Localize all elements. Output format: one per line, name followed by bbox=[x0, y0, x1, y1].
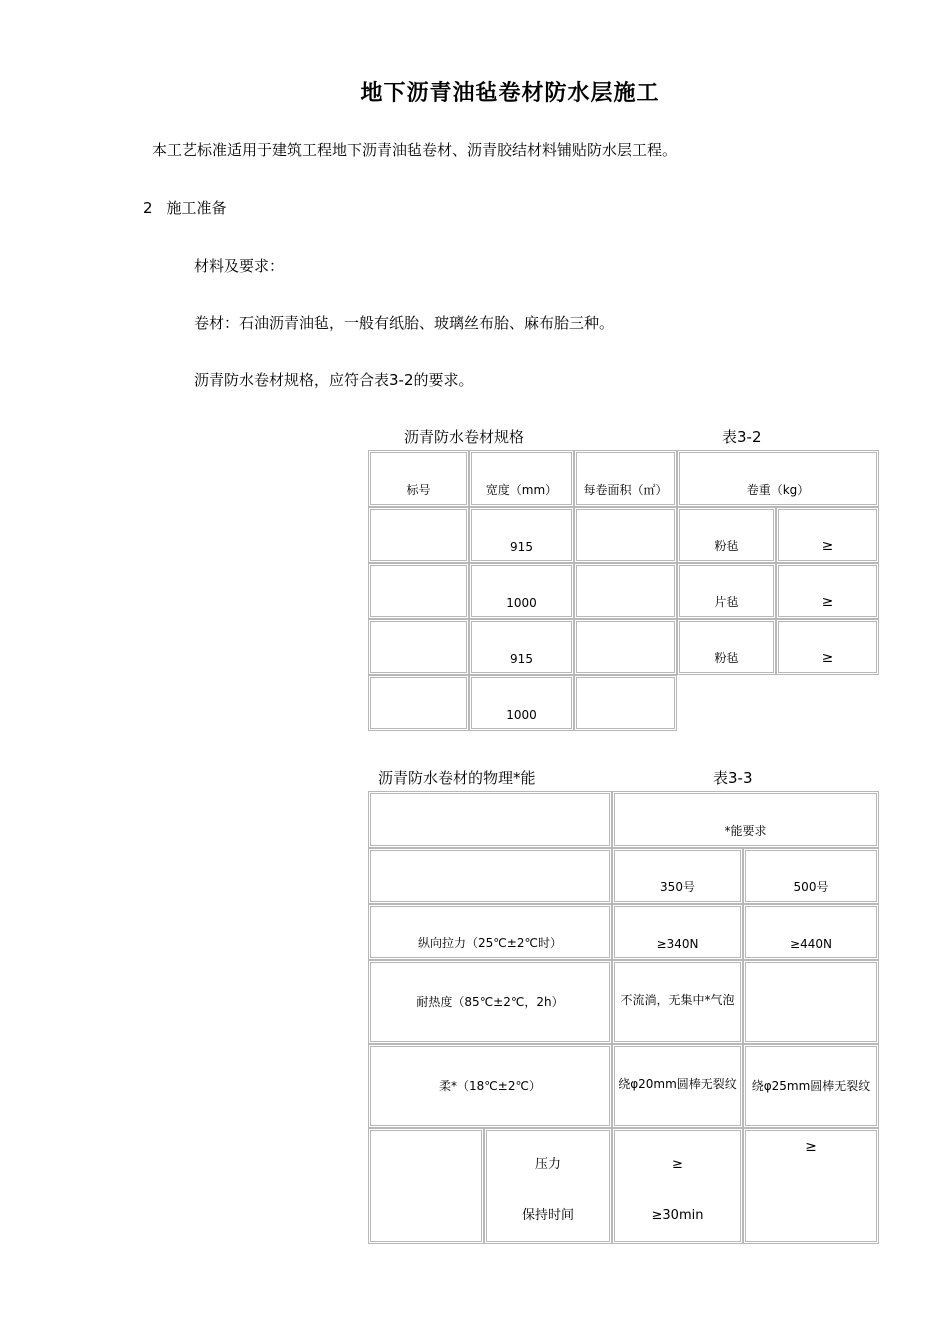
cell-type: 片毡 bbox=[677, 563, 776, 619]
section-heading bbox=[143, 197, 227, 218]
header-grade-350: 350号 bbox=[612, 848, 743, 904]
cell-area bbox=[574, 563, 677, 619]
table-header-row bbox=[368, 848, 879, 904]
cell-weight: ≥ bbox=[776, 619, 879, 675]
cell-weight: ≥ bbox=[776, 563, 879, 619]
cell-type: 粉毡 bbox=[677, 507, 776, 563]
table32-caption: 沥青防水卷材规格 bbox=[404, 428, 525, 446]
table33-number: 表3-3 bbox=[713, 769, 753, 787]
page-title: 地下沥青油毡卷材防水层施工 bbox=[360, 81, 660, 106]
cell-area bbox=[574, 619, 677, 675]
cell-blank bbox=[368, 1128, 484, 1244]
table-row bbox=[368, 675, 879, 731]
cell-width: 1000 bbox=[469, 675, 574, 731]
pressure-350: ≥ bbox=[672, 1157, 683, 1172]
spec-reference-paragraph: 沥青防水卷材规格，应符合表3-2的要求。 bbox=[194, 371, 474, 389]
section-title: 施工准备 bbox=[166, 199, 227, 217]
water-labels bbox=[484, 1128, 612, 1244]
cell-area bbox=[574, 675, 677, 731]
pressure-500: ≥ bbox=[743, 1128, 879, 1244]
time-350: ≥30min bbox=[651, 1208, 704, 1223]
time-label: 保持时间 bbox=[521, 1208, 574, 1223]
cell-item: 柔*（18℃±2℃） bbox=[368, 1044, 612, 1128]
pressure-label: 压力 bbox=[534, 1157, 561, 1172]
cell-area bbox=[574, 507, 677, 563]
table33-caption: 沥青防水卷材的物理*能 bbox=[378, 769, 536, 787]
water-350 bbox=[612, 1128, 743, 1244]
cell-grade bbox=[368, 675, 469, 731]
table32-number: 表3-2 bbox=[722, 428, 762, 446]
cell-500: ≥440N bbox=[743, 904, 879, 960]
header-weight: 卷重（kg） bbox=[677, 450, 879, 507]
header-grade: 标号 bbox=[368, 450, 469, 507]
table-row bbox=[368, 1128, 879, 1244]
header-grade-500: 500号 bbox=[743, 848, 879, 904]
intro-paragraph: 本工艺标准适用于建筑工程地下沥青油毡卷材、沥青胶结材料铺贴防水层工程。 bbox=[152, 141, 678, 159]
cell-350: 绕φ20mm圆棒无裂纹 bbox=[612, 1044, 743, 1128]
cell-500: 绕φ25mm圆棒无裂纹 bbox=[743, 1044, 879, 1128]
table-header-row bbox=[368, 450, 879, 507]
cell-grade bbox=[368, 563, 469, 619]
cell-350: 不流淌，无集中*气泡 bbox=[612, 960, 743, 1044]
cell-width: 915 bbox=[469, 507, 574, 563]
table-header-row bbox=[368, 791, 879, 848]
table-row bbox=[368, 960, 879, 1044]
table-row bbox=[368, 507, 879, 563]
table-3-3 bbox=[368, 791, 879, 1244]
header-item bbox=[368, 791, 612, 848]
header-requirement: *能要求 bbox=[612, 791, 879, 848]
cell-350: ≥340N bbox=[612, 904, 743, 960]
table-row bbox=[368, 904, 879, 960]
cell-weight: ≥ bbox=[776, 507, 879, 563]
cell-item: 耐热度（85℃±2℃，2h） bbox=[368, 960, 612, 1044]
table-3-2 bbox=[368, 450, 879, 731]
rolls-paragraph: 卷材：石油沥青油毡，一般有纸胎、玻璃丝布胎、麻布胎三种。 bbox=[194, 314, 615, 332]
cell-item: 纵向拉力（25℃±2℃时） bbox=[368, 904, 612, 960]
header-blank bbox=[368, 848, 612, 904]
table-row bbox=[368, 619, 879, 675]
cell-grade bbox=[368, 619, 469, 675]
cell-type: 粉毡 bbox=[677, 619, 776, 675]
section-number: 2 bbox=[143, 199, 153, 217]
header-width: 宽度（mm） bbox=[469, 450, 574, 507]
materials-heading: 材料及要求： bbox=[194, 257, 285, 275]
cell-width: 1000 bbox=[469, 563, 574, 619]
header-area: 每卷面积（㎡） bbox=[574, 450, 677, 507]
cell-width: 915 bbox=[469, 619, 574, 675]
cell-grade bbox=[368, 507, 469, 563]
table-row bbox=[368, 563, 879, 619]
table-row bbox=[368, 1044, 879, 1128]
cell-500 bbox=[743, 960, 879, 1044]
empty-cell bbox=[677, 675, 879, 731]
